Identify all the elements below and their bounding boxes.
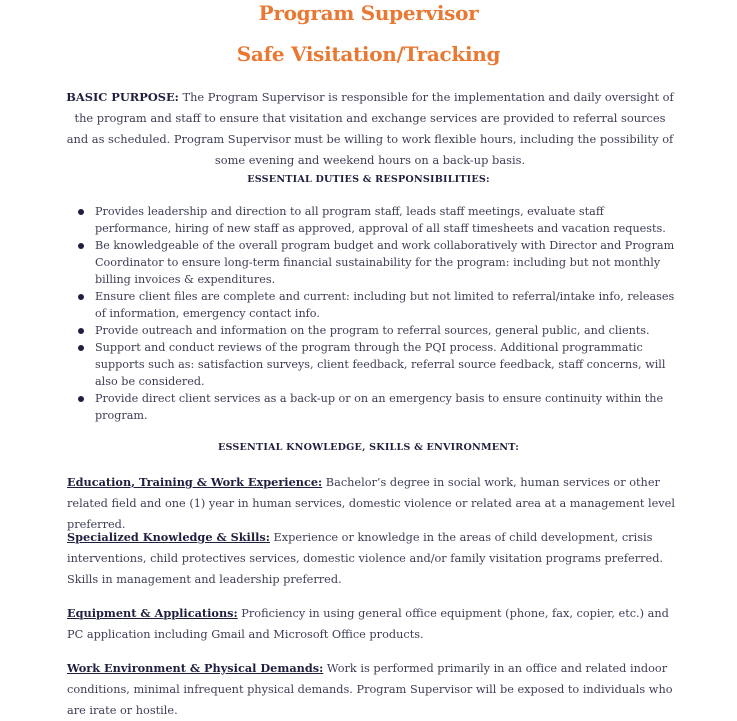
education-section xyxy=(67,472,687,535)
duty-item xyxy=(78,339,678,390)
duties-list xyxy=(78,203,678,424)
bullet-icon xyxy=(78,396,84,402)
education-text: Bachelor’s degree in social work, human services or other related field and one (1) year in human services, domestic violence or related area at a management level preferred. xyxy=(67,476,675,531)
work-environment-section xyxy=(67,658,687,721)
work-environment-text: Work is performed primarily in an office and related indoor conditions, minimal infrequent physical demands. Program Supervisor will be exposed to individuals who are irate or hostile. xyxy=(67,662,673,717)
duty-item xyxy=(78,322,678,339)
duty-text: Provides leadership and direction to all program staff, leads staff meetings, evaluate staff performance, hiring of new staff as approved, approval of all staff timesheets and vacation requests. xyxy=(95,205,666,235)
duty-item xyxy=(78,203,678,237)
knowledge-skills-heading: ESSENTIAL KNOWLEDGE, SKILLS & ENVIRONMENT: xyxy=(217,442,520,453)
basic-purpose-paragraph xyxy=(64,87,676,171)
equipment-text: Proficiency in using general office equipment (phone, fax, copier, etc.) and PC application including Gmail and Microsoft Office products. xyxy=(67,607,669,641)
program-subtitle: Safe Visitation/Tracking xyxy=(236,42,501,66)
work-environment-label: Work Environment & Physical Demands: xyxy=(67,661,324,675)
duty-item xyxy=(78,390,678,424)
bullet-icon xyxy=(78,345,84,351)
bullet-icon xyxy=(78,294,84,300)
duties-heading: ESSENTIAL DUTIES & RESPONSIBILITIES: xyxy=(247,174,490,185)
specialized-section xyxy=(67,527,687,590)
duty-text: Be knowledgeable of the overall program budget and work collaboratively with Director and Program Coordinator to ensure long-term financial sustainability for the program: including but not monthly billing invoices & expenditures. xyxy=(95,239,675,286)
basic-purpose-label: BASIC PURPOSE: xyxy=(66,90,179,104)
duty-text: Provide outreach and information on the program to referral sources, general public, and clients. xyxy=(95,324,650,337)
duty-text: Ensure client files are complete and current: including but not limited to referral/intake info, releases of information, emergency contact info. xyxy=(95,290,675,320)
equipment-label: Equipment & Applications: xyxy=(67,606,238,620)
duty-text: Provide direct client services as a back-up or on an emergency basis to ensure continuity within the program. xyxy=(95,392,664,422)
specialized-text: Experience or knowledge in the areas of child development, crisis interventions, child protectives services, domestic violence and/or family visitation programs preferred. Skills in management and leadership preferred. xyxy=(67,531,664,586)
bullet-icon xyxy=(78,328,84,334)
duty-text: Support and conduct reviews of the program through the PQI process. Additional programmatic supports such as: satisfaction surveys, client feedback, referral source feedback, staff concerns, will also be considered. xyxy=(95,341,666,388)
duty-item xyxy=(78,237,678,288)
education-label: Education, Training & Work Experience: xyxy=(67,475,323,489)
equipment-section xyxy=(67,603,687,645)
specialized-label: Specialized Knowledge & Skills: xyxy=(67,530,270,544)
job-title: Program Supervisor xyxy=(258,1,479,25)
bullet-icon xyxy=(78,209,84,215)
basic-purpose-text: The Program Supervisor is responsible for the implementation and daily oversight of the program and staff to ensure that visitation and exchange services are provided to referral sources and as scheduled. Program Supervisor must be willing to work flexible hours, including the possibility of some evening and weekend hours on a back-up basis. xyxy=(66,90,674,167)
duty-item xyxy=(78,288,678,322)
bullet-icon xyxy=(78,243,84,249)
